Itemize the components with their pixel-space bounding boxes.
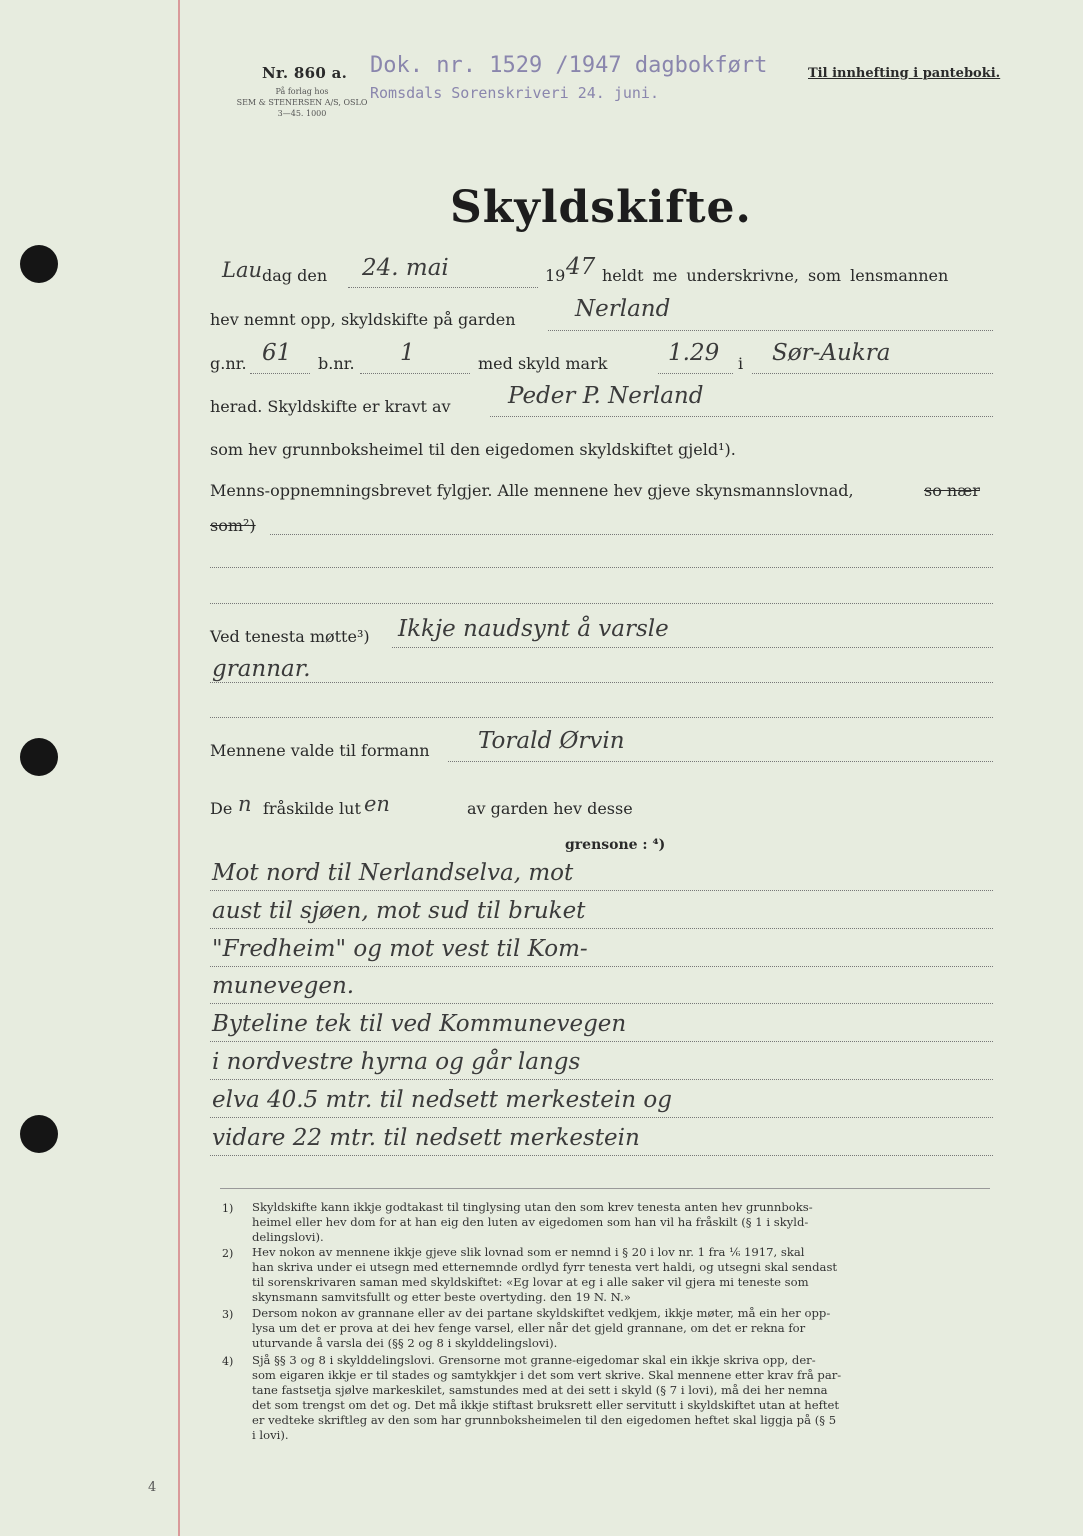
form-number: Nr. 860 a. <box>262 64 348 82</box>
form-label: g.nr. <box>210 354 247 373</box>
fill-line <box>658 373 733 374</box>
punch-hole <box>20 1115 58 1153</box>
document-title: Skyldskifte. <box>450 182 752 233</box>
form-label: 19 <box>545 266 566 285</box>
footnote-line: Sjå §§ 3 og 8 i skylddelingslovi. Grensorne mot granne-eigedomar skal ein ikkje skriva opp, der- <box>252 1353 816 1367</box>
printer-imprint <box>222 86 382 119</box>
footnote-line: tane fastsetja sjølve markeskilet, samstundes med at dei sett i skyld (§ 7 i lovi), må dei her nemna <box>252 1383 828 1397</box>
fill-line <box>210 966 993 967</box>
fill-line <box>210 717 993 718</box>
form-label: i <box>738 354 744 373</box>
fill-line <box>210 682 993 683</box>
form-label: Mennene valde til formann <box>210 741 430 760</box>
printer-line: SEM & STENERSEN A/S, OSLO <box>236 98 368 107</box>
handwritten-boundary-line: i nordvestre hyrna og går langs <box>212 1049 581 1075</box>
form-label: heldt me underskrivne, som lensmannen <box>602 266 949 285</box>
handwritten-suffix: en <box>364 792 390 816</box>
fill-line <box>548 330 993 331</box>
footnote-line: Skyldskifte kann ikkje godtakast til tinglysing utan den som krev tenesta anten hev grunnboks- <box>252 1200 813 1214</box>
handwritten-day: Lau <box>222 258 262 282</box>
handwritten-chairman: Torald Ørvin <box>478 728 625 754</box>
form-label: fråskilde lut <box>263 799 361 818</box>
handwritten-gnr: 61 <box>262 340 292 366</box>
handwritten-boundary-line: "Fredheim" og mot vest til Kom- <box>212 936 588 962</box>
footnote-line: lysa um det er prova at dei hev fenge varsel, eller når det gjeld grannane, om det er rekna for <box>252 1321 806 1335</box>
footnote-3 <box>252 1306 997 1351</box>
footnote-line: heimel eller hev dom for at han eig den luten av eigedomen som han vil ha fråskilt (§ 1 i skyld- <box>252 1215 809 1229</box>
fill-line <box>752 373 993 374</box>
footnote-divider <box>220 1188 990 1189</box>
footnote-line: det som trengst om det og. Det må ikkje stiftast bruksrett eller servitutt i skyldskiftet utan at heftet <box>252 1398 840 1412</box>
handwritten-boundary-line: munevegen. <box>212 973 355 999</box>
punch-hole <box>20 738 58 776</box>
form-label: som hev grunnboksheimel til den eigedomen skyldskiftet gjeld¹). <box>210 440 736 459</box>
handwritten-boundary-line: elva 40.5 mtr. til nedsett merkestein og <box>212 1087 672 1113</box>
handwritten-boundary-line: Byteline tek til ved Kommunevegen <box>212 1011 627 1037</box>
fill-line <box>210 1079 993 1080</box>
handwritten-attendance: Ikkje naudsynt å varsle <box>398 616 669 642</box>
handwritten-claimant: Peder P. Nerland <box>508 383 704 409</box>
fill-line <box>490 416 993 417</box>
footnote-number: 4) <box>222 1355 234 1368</box>
fill-line <box>210 928 993 929</box>
footnote-2 <box>252 1245 997 1305</box>
footnote-line: skynsmann samvitsfullt og etter beste overtyding. den 19 N. N.» <box>252 1290 631 1304</box>
handwritten-suffix: n <box>238 792 252 816</box>
handwritten-boundary-line: aust til sjøen, mot sud til bruket <box>212 898 586 924</box>
fill-line <box>210 603 993 604</box>
form-label: herad. Skyldskifte er kravt av <box>210 397 451 416</box>
fill-line <box>210 1155 993 1156</box>
handwritten-bnr: 1 <box>400 340 415 366</box>
footnote-number: 1) <box>222 1202 234 1215</box>
printer-line: 3—45. 1000 <box>277 109 327 118</box>
footnote-1 <box>252 1200 997 1245</box>
footnote-line: Dersom nokon av grannane eller av dei partane skyldskiftet vedkjem, ikkje møter, må ein her opp- <box>252 1306 831 1320</box>
fill-line <box>360 373 470 374</box>
handwritten-year: 47 <box>566 254 596 280</box>
fill-line <box>270 534 993 535</box>
form-label: De <box>210 799 233 818</box>
footnote-line: er vedteke skriftleg av den som har grunnboksheimelen til den eigedomen heftet skal liggja på (§ 5 <box>252 1413 837 1427</box>
footnote-line: Hev nokon av mennene ikkje gjeve slik lovnad som er nemnd i § 20 i lov nr. 1 fra ⅙ 1917, skal <box>252 1245 805 1259</box>
printer-line: På forlag hos <box>275 87 329 96</box>
registration-stamp-court: Romsdals Sorenskriveri 24. juni. <box>370 84 659 102</box>
form-label: b.nr. <box>318 354 355 373</box>
handwritten-date: 24. mai <box>362 255 449 281</box>
footnote-4 <box>252 1353 997 1443</box>
handwritten-herad: Sør-Aukra <box>772 340 891 366</box>
footnote-line: uturvande å varsla dei (§§ 2 og 8 i skylddelingslovi). <box>252 1336 558 1350</box>
footnote-line: han skriva under ei utsegn med etternemnde ordlyd fyrr tenesta vert haldi, og utsegni skal sendast <box>252 1260 838 1274</box>
form-label: Ved tenesta møtte³) <box>210 627 370 646</box>
fill-line <box>210 890 993 891</box>
fill-line <box>250 373 310 374</box>
form-label: med skyld mark <box>478 354 608 373</box>
footnote-line: som eigaren ikkje er til stades og samtykkjer i det som vert skrive. Skal mennene etter krav frå par- <box>252 1368 842 1382</box>
fill-line <box>392 647 993 648</box>
fill-line <box>210 1003 993 1004</box>
fill-line <box>210 567 993 568</box>
footnote-number: 2) <box>222 1247 234 1260</box>
boundary-label: grensone : ⁴) <box>565 837 666 853</box>
form-label: hev nemnt opp, skyldskifte på garden <box>210 310 516 329</box>
fill-line <box>348 287 538 288</box>
handwritten-attendance: grannar. <box>212 656 311 682</box>
handwritten-farm: Nerland <box>575 296 671 322</box>
page-mark: 4 <box>148 1480 157 1495</box>
handwritten-boundary-line: vidare 22 mtr. til nedsett merkestein <box>212 1125 640 1151</box>
registration-stamp: Dok. nr. 1529 /1947 dagbokført <box>370 53 768 78</box>
handwritten-skyld: 1.29 <box>668 340 720 366</box>
fill-line <box>448 761 993 762</box>
footnote-line: til sorenskrivaren saman med skyldskiftet: «Eg lovar at eg i alle saker vil gjera mi teneste som <box>252 1275 809 1289</box>
struck-text: so nær <box>924 481 980 500</box>
attachment-note: Til innhefting i panteboki. <box>808 66 1001 81</box>
handwritten-boundary-line: Mot nord til Nerlandselva, mot <box>212 860 574 886</box>
footnote-line: i lovi). <box>252 1428 289 1442</box>
struck-text: som²) <box>210 516 256 535</box>
footnote-number: 3) <box>222 1308 234 1321</box>
fill-line <box>210 1117 993 1118</box>
margin-line <box>178 0 180 1536</box>
punch-hole <box>20 245 58 283</box>
fill-line <box>210 1041 993 1042</box>
form-label: Menns-oppnemningsbrevet fylgjer. Alle mennene hev gjeve skynsmannslovnad, <box>210 481 854 500</box>
form-label: dag den <box>262 266 328 285</box>
form-label: av garden hev desse <box>467 799 633 818</box>
footnote-line: delingslovi). <box>252 1230 324 1244</box>
